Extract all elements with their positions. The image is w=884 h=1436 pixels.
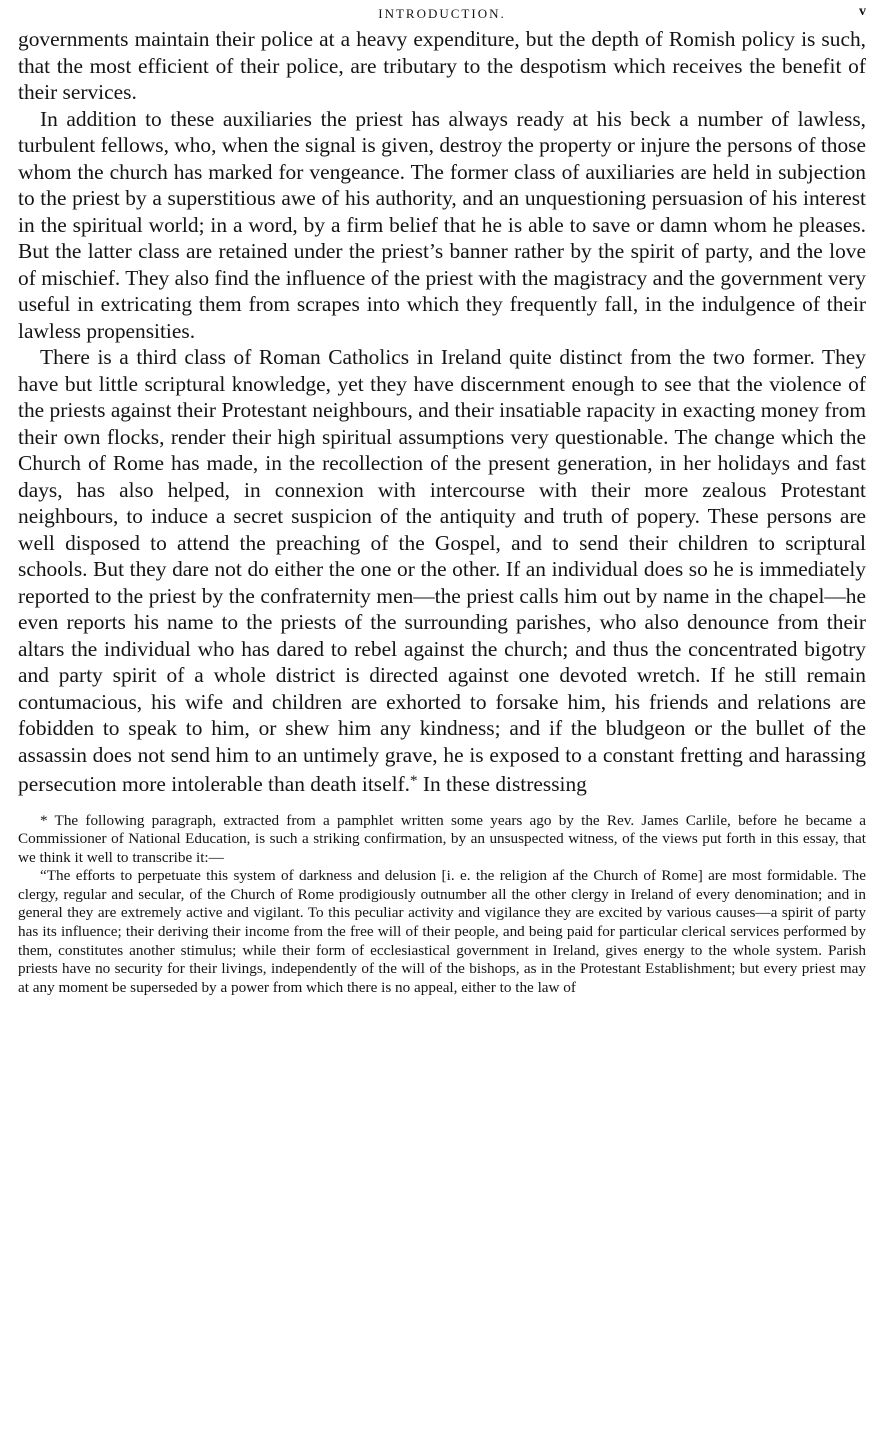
paragraph-continued: governments maintain their police at a heavy expenditure, but the depth of Romish policy is such, that the most efficient of their police, are tributary to the despotism which receives the benefit of their services. [18,27,866,104]
paragraph-trailing-text: In these distressing [417,772,587,796]
paragraph-third-class-text: There is a third class of Roman Catholics in Ireland quite distinct from the two former. They have but little scriptural knowledge, yet they have discernment enough to see that the violence of the priests against their Protestant neighbours, and their insatiable rapacity in exacting money from their own flocks, render their high spiritual assumptions very questionable. The change which the Church of Rome has made, in the recollection of the present generation, in her holidays and fast days, has also helped, in connexion with intercourse with their more zealous Protestant neighbours, to induce a secret suspicion of the antiquity and truth of popery. These persons are well disposed to attend the preaching of the Gospel, and to send their children to scriptural schools. But they dare not do either the one or the other. If an individual does so he is immediately reported to the priest by the confraternity men—the priest calls him out by name in the chapel—he even reports his name to the priests of the surrounding parishes, who also denounce from their altars the individual who has dared to rebel against the church; and thus the concentrated bigotry and party spirit of a whole district is directed against one devoted wretch. If he still remain contumacious, his wife and children are exhorted to forsake him, his friends and relations are fobidden to speak to him, or shew him any kindness; and if the bludgeon or the bullet of the assassin does not send him to an untimely grave, he is exposed to a constant fretting and harassing persecution more intolerable than death itself. [18,345,866,796]
paragraph-auxiliaries: In addition to these auxiliaries the priest has always ready at his beck a number of lawless, turbulent fellows, who, when the signal is given, destroy the property or injure the persons of those whom the church has marked for vengeance. The former class of auxiliaries are held in subjection to the priest by a superstitious awe of his authority, and an unquestioning persuasion of his interest in the spiritual world; in a word, by a firm belief that he is able to save or damn whom he pleases. But the latter class are retained under the priest’s banner rather by the spirit of party, and the love of mischief. They also find the influence of the priest with the magistracy and the government very useful in extricating them from scrapes into which they frequently fall, in the indulgence of their lawless propensities. [18,106,866,343]
footnote-intro: * The following paragraph, extracted from a pamphlet written some years ago by the Rev. James Carlile, before he became a Commissioner of National Education, is such a striking confirmation, by an unsuspected witness, of the views put forth in this essay, that we think it well to transcribe it:— [18,811,866,866]
paragraph-third-class [18,344,866,798]
running-head: INTRODUCTION. [378,6,506,21]
footnotes [18,812,866,998]
footnote-reference: * [410,773,418,789]
main-text [18,26,866,798]
book-page [18,0,866,997]
page-header [18,0,866,26]
page-number: v [859,4,866,19]
footnote-quote: “The efforts to perpetuate this system of darkness and delusion [i. e. the religion af the Church of Rome] are most formidable. The clergy, regular and secular, of the Church of Rome prodigiously outnumber all the other clergy in Ireland of every denomination; and in general they are extremely active and vigilant. To this peculiar activity and vigilance they are excited by various causes—a spirit of party has its influence; their deriving their income from the free will of their people, and being paid for particular clerical services performed by them, constitutes another stimulus; while their form of ecclesiastical government in Ireland, gives energy to the whole system. Parish priests have no security for their livings, independently of the will of the bishops, as in the Protestant Establishment; but every priest may at any moment be superseded by a power from which there is no appeal, either to the law of [18,867,866,996]
